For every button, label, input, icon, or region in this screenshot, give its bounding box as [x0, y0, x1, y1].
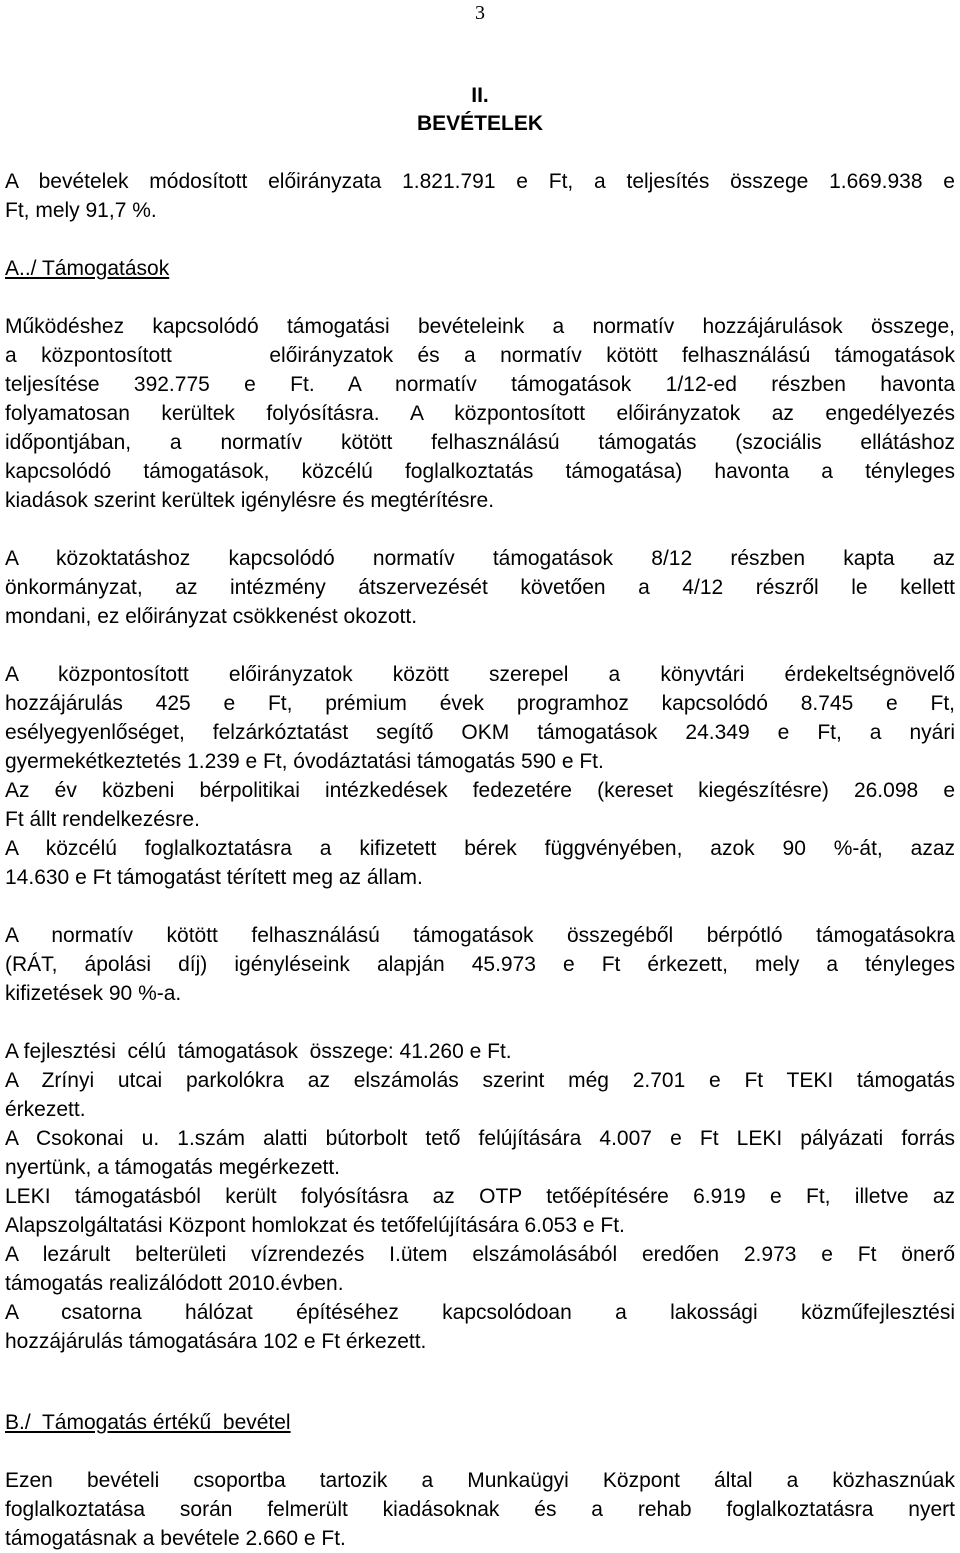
- text-line: gyermekétkeztetés 1.239 e Ft, óvodáztatási támogatás 590 e Ft.: [5, 750, 604, 773]
- text-line: a központosított előirányzatok és a normatív kötött felhasználású támogatások: [5, 344, 955, 367]
- page-number: 3: [475, 2, 485, 24]
- text-line: teljesítése 392.775 e Ft. A normatív támogatások 1/12-ed részben havonta: [5, 373, 955, 396]
- text-line: mondani, ez előirányzat csökkenést okozott.: [5, 605, 418, 628]
- text-line: A normatív kötött felhasználású támogatások összegéből bérpótló támogatásokra: [5, 924, 955, 947]
- section-a-paragraph-1: [5, 312, 955, 515]
- chapter-title: BEVÉTELEK: [416, 112, 544, 135]
- section-a-paragraph-4: [5, 921, 955, 1008]
- text-line: A fejlesztési célú támogatások összege: 41.260 e Ft.: [5, 1040, 512, 1063]
- text-line: A csatorna hálózat építéséhez kapcsolódoan a lakossági közműfejlesztési: [5, 1301, 955, 1324]
- section-b-title: [5, 1408, 955, 1437]
- section-a-paragraph-2: [5, 544, 955, 631]
- section-a-paragraph-3: [5, 660, 955, 892]
- text-line: foglalkoztatása során felmerült kiadásoknak és a rehab foglalkoztatásra nyert: [5, 1498, 955, 1521]
- text-line: időpontjában, a normatív kötött felhasználású támogatás (szociális ellátáshoz: [5, 431, 955, 454]
- text-line: (RÁT, ápolási díj) igényléseink alapján 45.973 e Ft érkezett, mely a tényleges: [5, 953, 955, 976]
- text-line: folyamatosan kerültek folyósításra. A központosított előirányzatok az engedélyezés: [5, 402, 955, 425]
- text-line: A Csokonai u. 1.szám alatti bútorbolt tető felújítására 4.007 e Ft LEKI pályázati forrás: [5, 1127, 955, 1150]
- section-title: A../ Támogatások: [5, 257, 170, 280]
- text-line: 14.630 e Ft támogatást térített meg az állam.: [5, 866, 423, 889]
- text-line: támogatás realizálódott 2010.évben.: [5, 1272, 344, 1295]
- text-line: A központosított előirányzatok között szerepel a könyvtári érdekeltségnövelő: [5, 663, 955, 686]
- section-b-paragraph-1: [5, 1466, 955, 1553]
- chapter-numeral: II.: [471, 84, 489, 107]
- text-line: A bevételek módosított előirányzata 1.821.791 e Ft, a teljesítés összege 1.669.938 e: [5, 170, 955, 193]
- text-line: Ft, mely 91,7 %.: [5, 199, 157, 222]
- text-line: A közoktatáshoz kapcsolódó normatív támogatások 8/12 részben kapta az: [5, 547, 955, 570]
- text-line: kapcsolódó támogatások, közcélú foglalkoztatás támogatása) havonta a tényleges: [5, 460, 955, 483]
- section-a-title: [5, 254, 955, 283]
- section-title: B./ Támogatás értékű bevétel: [5, 1411, 291, 1434]
- text-line: Ezen bevételi csoportba tartozik a Munkaügyi Központ által a közhasznúak: [5, 1469, 955, 1492]
- text-line: nyertünk, a támogatás megérkezett.: [5, 1156, 341, 1179]
- text-line: A lezárult belterületi vízrendezés I.ütem elszámolásából eredően 2.973 e Ft önerő: [5, 1243, 955, 1266]
- text-line: Az év közbeni bérpolitikai intézkedések fedezetére (kereset kiegészítésre) 26.098 e: [5, 779, 955, 802]
- text-line: önkormányzat, az intézmény átszervezését követően a 4/12 részről le kellett: [5, 576, 955, 599]
- text-line: kiadások szerint kerültek igénylésre és megtérítésre.: [5, 489, 495, 512]
- text-line: hozzájárulás támogatására 102 e Ft érkezett.: [5, 1330, 427, 1353]
- text-line: Alapszolgáltatási Központ homlokzat és tetőfelújítására 6.053 e Ft.: [5, 1214, 625, 1237]
- text-line: A Zrínyi utcai parkolókra az elszámolás szerint még 2.701 e Ft TEKI támogatás: [5, 1069, 955, 1092]
- text-line: kifizetések 90 %-a.: [5, 982, 182, 1005]
- text-line: érkezett.: [5, 1098, 86, 1121]
- text-line: esélyegyenlőséget, felzárkóztatást segítő OKM támogatások 24.349 e Ft, a nyári: [5, 721, 955, 744]
- text-line: Működéshez kapcsolódó támogatási bevételeink a normatív hozzájárulások összege,: [5, 315, 955, 338]
- text-line: támogatásnak a bevétele 2.660 e Ft.: [5, 1527, 346, 1550]
- text-line: Ft állt rendelkezésre.: [5, 808, 200, 831]
- intro-paragraph: [5, 167, 955, 225]
- text-line: LEKI támogatásból került folyósításra az OTP tetőépítésére 6.919 e Ft, illetve az: [5, 1185, 955, 1208]
- text-line: hozzájárulás 425 e Ft, prémium évek programhoz kapcsolódó 8.745 e Ft,: [5, 692, 955, 715]
- text-line: A közcélú foglalkoztatásra a kifizetett bérek függvényében, azok 90 %-át, azaz: [5, 837, 955, 860]
- section-a-paragraph-5: [5, 1037, 955, 1356]
